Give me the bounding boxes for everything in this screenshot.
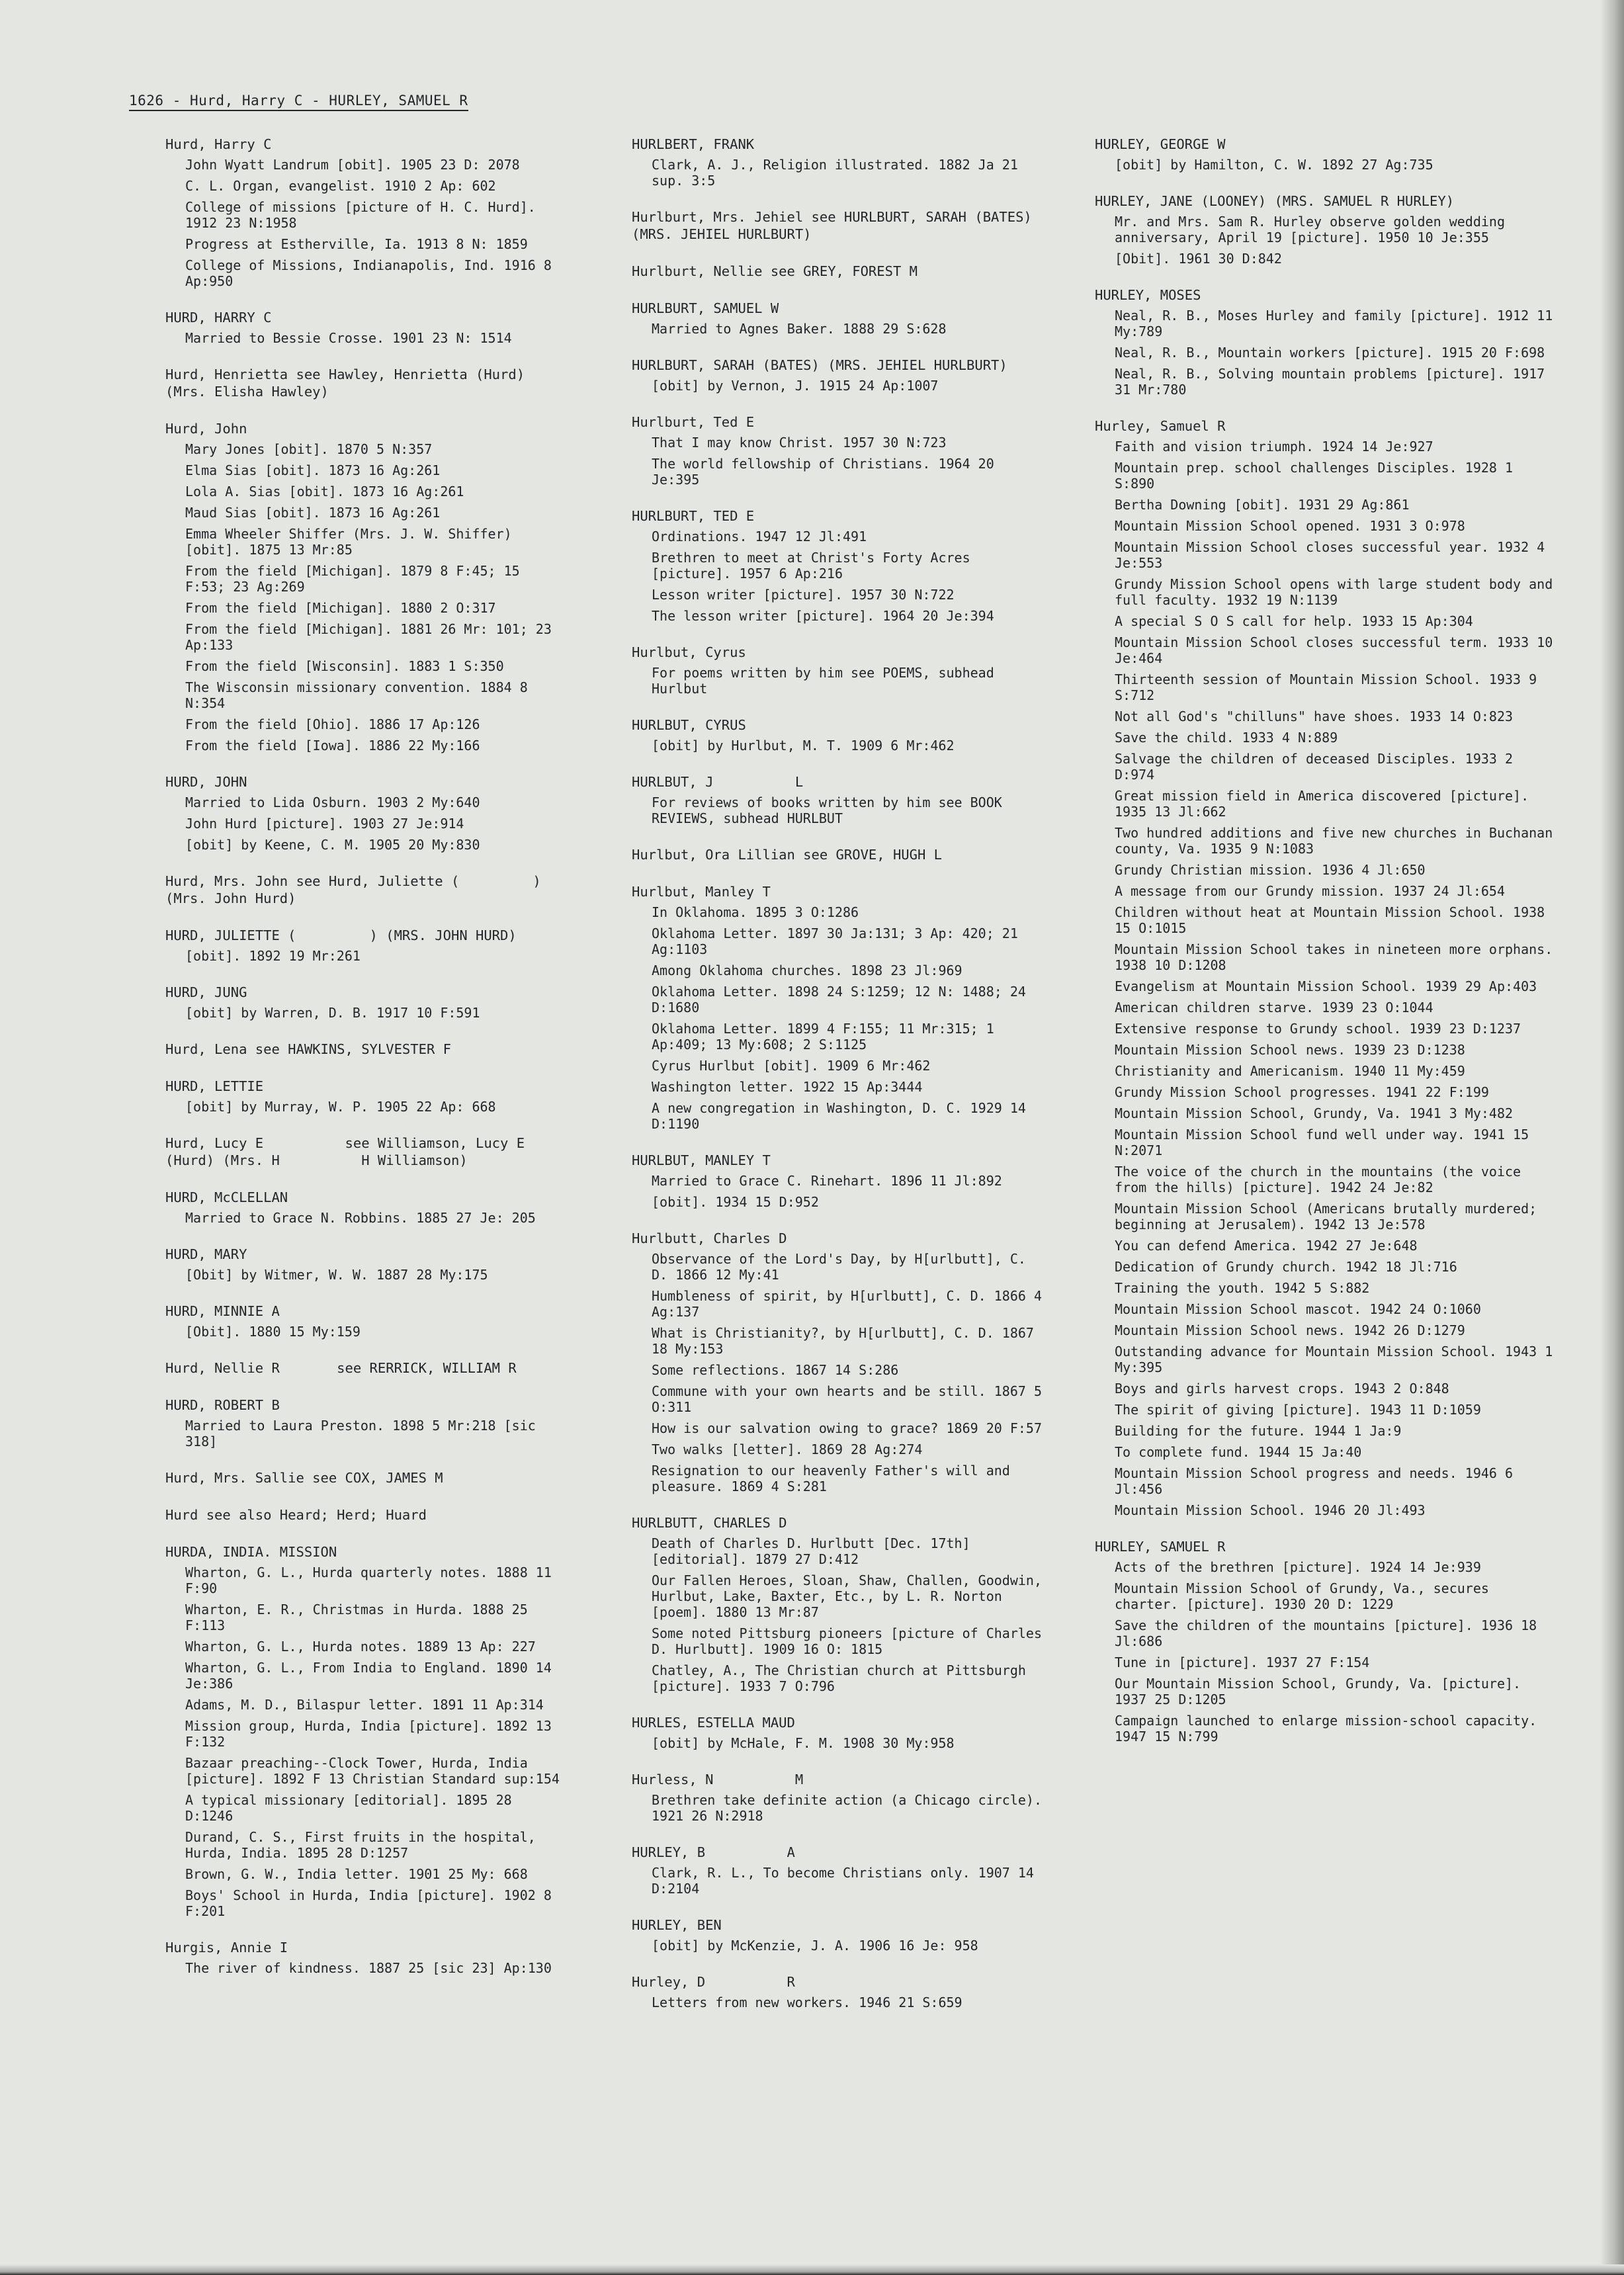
index-entry bbox=[632, 208, 1042, 243]
entry-citation: Washington letter. 1922 15 Ap:3444 bbox=[652, 1079, 923, 1095]
index-entry bbox=[632, 413, 1042, 488]
entry-citation: Faith and vision triumph. 1924 14 Je:927 bbox=[1115, 439, 1433, 454]
entry-citation: Maud Sias [obit]. 1873 16 Ag:261 bbox=[185, 505, 441, 521]
index-entry bbox=[165, 984, 562, 1021]
entry-heading: Hurless, N M bbox=[632, 1772, 804, 1787]
index-entry bbox=[632, 1844, 1042, 1897]
index-entry bbox=[165, 1303, 562, 1340]
entry-citation: Acts of the brethren [picture]. 1924 14 Je:939 bbox=[1115, 1559, 1481, 1575]
index-entry bbox=[165, 1939, 562, 1976]
entry-citation: [obit] by Keene, C. M. 1905 20 My:830 bbox=[185, 837, 480, 853]
index-entry bbox=[165, 1189, 562, 1226]
entry-citation: A new congregation in Washington, D. C. 1929 14 D:1190 bbox=[652, 1100, 1034, 1132]
index-entry bbox=[165, 1078, 562, 1115]
entry-citation: From the field [Michigan]. 1880 2 O:317 bbox=[185, 600, 496, 616]
entry-citation: Bazaar preaching--Clock Tower, Hurda, India [picture]. 1892 F 13 Christian Standard sup:154 bbox=[185, 1755, 560, 1787]
entry-citation: Humbleness of spirit, by H[urlbutt], C. D. 1866 4 Ag:137 bbox=[652, 1288, 1050, 1320]
entry-citation: The Wisconsin missionary convention. 1884 8 N:354 bbox=[185, 679, 536, 711]
entry-citation: Two walks [letter]. 1869 28 Ag:274 bbox=[652, 1441, 923, 1457]
entry-citation: Save the child. 1933 4 N:889 bbox=[1115, 730, 1338, 746]
entry-citation: [obit] by Vernon, J. 1915 24 Ap:1007 bbox=[652, 378, 939, 394]
entry-citation: Mountain Mission School mascot. 1942 24 O:1060 bbox=[1115, 1301, 1481, 1317]
entry-citation: Boys' School in Hurda, India [picture]. 1902 8 F:201 bbox=[185, 1887, 560, 1919]
entry-citation: C. L. Organ, evangelist. 1910 2 Ap: 602 bbox=[185, 178, 496, 194]
entry-heading: Hurlburt, Mrs. Jehiel see HURLBURT, SARAH (BATES) (MRS. JEHIEL HURLBURT) bbox=[632, 209, 1041, 242]
entry-citation: Mountain prep. school challenges Disciples. 1928 1 S:890 bbox=[1115, 460, 1521, 492]
entry-citation: Neal, R. B., Moses Hurley and family [picture]. 1912 11 My:789 bbox=[1115, 308, 1561, 339]
entry-heading: Hurd, Mrs. John see Hurd, Juliette ( ) (Mrs. John Hurd) bbox=[165, 873, 550, 906]
index-entry bbox=[632, 1714, 1042, 1751]
page-edge-shadow bbox=[1600, 0, 1624, 2275]
index-entry bbox=[632, 300, 1042, 337]
entry-citation: Two hundred additions and five new churches in Buchanan county, Va. 1935 9 N:1083 bbox=[1115, 825, 1561, 857]
entry-citation: Some reflections. 1867 14 S:286 bbox=[652, 1362, 899, 1378]
index-entry bbox=[165, 1246, 562, 1283]
entry-citation: Clark, A. J., Religion illustrated. 1882 Ja 21 sup. 3:5 bbox=[652, 157, 1026, 189]
entry-citation: [obit] by Hamilton, C. W. 1892 27 Ag:735 bbox=[1115, 157, 1433, 173]
entry-citation: [obit] by McHale, F. M. 1908 30 My:958 bbox=[652, 1735, 955, 1751]
entry-heading: Hurd, Mrs. Sallie see COX, JAMES M bbox=[165, 1470, 443, 1486]
entry-heading: Hurlbut, Cyrus bbox=[632, 644, 746, 660]
entry-heading: HURLBUT, J L bbox=[632, 774, 804, 790]
index-entry bbox=[632, 263, 1042, 280]
entry-citation: From the field [Michigan]. 1879 8 F:45; 15 F:53; 23 Ag:269 bbox=[185, 563, 528, 595]
entry-citation: Mountain Mission School news. 1942 26 D:1279 bbox=[1115, 1322, 1465, 1338]
index-entry bbox=[165, 1359, 562, 1377]
entry-citation: From the field [Iowa]. 1886 22 My:166 bbox=[185, 738, 480, 753]
entry-citation: Salvage the children of deceased Disciples. 1933 2 D:974 bbox=[1115, 751, 1521, 783]
entry-citation: Death of Charles D. Hurlbutt [Dec. 17th] [editorial]. 1879 27 D:412 bbox=[652, 1535, 978, 1567]
entry-citation: Brethren to meet at Christ's Forty Acres [picture]. 1957 6 Ap:216 bbox=[652, 550, 978, 581]
entry-heading: Hurd, Nellie R see RERRICK, WILLIAM R bbox=[165, 1360, 517, 1376]
entry-citation: [obit]. 1892 19 Mr:261 bbox=[185, 948, 361, 964]
index-entry bbox=[632, 1514, 1050, 1694]
entry-citation: Clark, R. L., To become Christians only. 1907 14 D:2104 bbox=[652, 1865, 1043, 1897]
entry-citation: Christianity and Americanism. 1940 11 My:459 bbox=[1115, 1063, 1465, 1079]
index-entry bbox=[165, 1543, 562, 1919]
entry-citation: Mr. and Mrs. Sam R. Hurley observe golden wedding anniversary, April 19 [picture]. 1950 10 Je:355 bbox=[1115, 214, 1514, 245]
entry-citation: Thirteenth session of Mountain Mission School. 1933 9 S:712 bbox=[1115, 671, 1545, 703]
entry-heading: Hurd, Lena see HAWKINS, SYLVESTER F bbox=[165, 1041, 451, 1057]
entry-citation: Outstanding advance for Mountain Mission School. 1943 1 My:395 bbox=[1115, 1344, 1561, 1375]
entry-citation: Extensive response to Grundy school. 1939 23 D:1237 bbox=[1115, 1021, 1521, 1037]
entry-heading: HURLBUT, CYRUS bbox=[632, 717, 746, 733]
page-header-text: 1626 - Hurd, Harry C - HURLEY, SAMUEL R bbox=[129, 93, 468, 108]
index-entry bbox=[632, 357, 1042, 394]
entry-citation: Children without heat at Mountain Mission School. 1938 15 O:1015 bbox=[1115, 904, 1553, 936]
entry-citation: Dedication of Grundy church. 1942 18 Jl:716 bbox=[1115, 1259, 1457, 1275]
entry-citation: Our Mountain Mission School, Grundy, Va. [picture]. 1937 25 D:1205 bbox=[1115, 1676, 1529, 1707]
entry-heading: HURD, JOHN bbox=[165, 774, 247, 790]
entry-citation: A typical missionary [editorial]. 1895 28 D:1246 bbox=[185, 1792, 520, 1824]
entry-citation: To complete fund. 1944 15 Ja:40 bbox=[1115, 1444, 1362, 1460]
entry-heading: HURLES, ESTELLA MAUD bbox=[632, 1715, 795, 1731]
entry-heading: HURLEY, JANE (LOONEY) (MRS. SAMUEL R HURLEY) bbox=[1095, 193, 1455, 209]
entry-citation: Great mission field in America discovered [picture]. 1935 13 Jl:662 bbox=[1115, 788, 1537, 820]
entry-citation: [obit] by McKenzie, J. A. 1906 16 Je: 958 bbox=[652, 1938, 978, 1953]
entry-citation: Elma Sias [obit]. 1873 16 Ag:261 bbox=[185, 462, 441, 478]
entry-heading: Hurley, Samuel R bbox=[1095, 418, 1226, 434]
entry-citation: Mountain Mission School opened. 1931 3 O:978 bbox=[1115, 518, 1465, 534]
index-entry bbox=[165, 927, 562, 964]
index-entry bbox=[1095, 193, 1558, 267]
entry-citation: In Oklahoma. 1895 3 O:1286 bbox=[652, 904, 859, 920]
index-entry bbox=[165, 420, 562, 753]
entry-citation: Mountain Mission School, Grundy, Va. 1941 3 My:482 bbox=[1115, 1105, 1514, 1121]
entry-citation: Mountain Mission School takes in nineteen more orphans. 1938 10 D:1208 bbox=[1115, 941, 1561, 973]
entry-heading: HURLBERT, FRANK bbox=[632, 136, 755, 152]
entry-citation: John Hurd [picture]. 1903 27 Je:914 bbox=[185, 816, 464, 832]
entry-citation: From the field [Ohio]. 1886 17 Ap:126 bbox=[185, 716, 480, 732]
entry-citation: A special S O S call for help. 1933 15 Ap:304 bbox=[1115, 613, 1473, 629]
index-entry bbox=[165, 873, 562, 907]
entry-citation: Durand, C. S., First fruits in the hospital, Hurda, India. 1895 28 D:1257 bbox=[185, 1829, 544, 1861]
entry-citation: Married to Lida Osburn. 1903 2 My:640 bbox=[185, 794, 480, 810]
entry-citation: Brethren take definite action (a Chicago circle). 1921 26 N:2918 bbox=[652, 1792, 1050, 1824]
entry-heading: HURD, MARY bbox=[165, 1246, 247, 1262]
entry-citation: Observance of the Lord's Day, by H[urlbutt], C. D. 1866 12 My:41 bbox=[652, 1251, 1034, 1283]
entry-citation: Neal, R. B., Solving mountain problems [picture]. 1917 31 Mr:780 bbox=[1115, 366, 1553, 398]
entry-citation: American children starve. 1939 23 O:1044 bbox=[1115, 1000, 1433, 1015]
entry-citation: Progress at Estherville, Ia. 1913 8 N: 1859 bbox=[185, 236, 528, 252]
index-entry bbox=[632, 1230, 1050, 1494]
index-entry bbox=[165, 136, 562, 289]
entry-citation: From the field [Michigan]. 1881 26 Mr: 101; 23 Ap:133 bbox=[185, 621, 560, 653]
entry-heading: HURD, ROBERT B bbox=[165, 1397, 280, 1413]
index-entry bbox=[632, 846, 1042, 863]
entry-heading: HURLBUTT, CHARLES D bbox=[632, 1515, 787, 1531]
entry-heading: Hurgis, Annie I bbox=[165, 1940, 288, 1955]
entry-citation: Married to Grace C. Rinehart. 1896 11 Jl:892 bbox=[652, 1173, 1002, 1189]
entry-citation: [obit]. 1934 15 D:952 bbox=[652, 1194, 819, 1210]
entry-citation: Evangelism at Mountain Mission School. 1939 29 Ap:403 bbox=[1115, 978, 1537, 994]
entry-heading: HURLEY, BEN bbox=[632, 1917, 722, 1933]
entry-citation: The lesson writer [picture]. 1964 20 Je:394 bbox=[652, 608, 994, 624]
entry-citation: [obit] by Murray, W. P. 1905 22 Ap: 668 bbox=[185, 1099, 496, 1115]
entry-citation: College of missions [picture of H. C. Hurd]. 1912 23 N:1958 bbox=[185, 199, 544, 231]
entry-heading: HURD, JULIETTE ( ) (MRS. JOHN HURD) bbox=[165, 927, 517, 943]
entry-citation: For reviews of books written by him see BOOK REVIEWS, subhead HURLBUT bbox=[652, 794, 1010, 826]
entry-citation: Among Oklahoma churches. 1898 23 Jl:969 bbox=[652, 963, 962, 978]
entry-citation: Wharton, G. L., Hurda quarterly notes. 1888 11 F:90 bbox=[185, 1565, 560, 1596]
entry-heading: HURD, McCLELLAN bbox=[165, 1189, 288, 1205]
entry-citation: Oklahoma Letter. 1898 24 S:1259; 12 N: 1488; 24 D:1680 bbox=[652, 984, 1034, 1015]
entry-citation: Married to Agnes Baker. 1888 29 S:628 bbox=[652, 321, 947, 337]
entry-citation: The spirit of giving [picture]. 1943 11 D:1059 bbox=[1115, 1402, 1481, 1418]
entry-citation: Mountain Mission School progress and needs. 1946 6 Jl:456 bbox=[1115, 1465, 1521, 1497]
entry-heading: HURDA, INDIA. MISSION bbox=[165, 1544, 337, 1560]
entry-heading: HURLBURT, SAMUEL W bbox=[632, 300, 779, 316]
entry-heading: Hurlbutt, Charles D bbox=[632, 1230, 787, 1246]
entry-citation: [obit] by Warren, D. B. 1917 10 F:591 bbox=[185, 1005, 480, 1021]
index-entry bbox=[632, 136, 1042, 189]
entry-citation: Cyrus Hurlbut [obit]. 1909 6 Mr:462 bbox=[652, 1058, 931, 1074]
entry-citation: Mountain Mission School fund well under way. 1941 15 N:2071 bbox=[1115, 1127, 1537, 1158]
entry-heading: HURLBUT, MANLEY T bbox=[632, 1152, 771, 1168]
entry-citation: Tune in [picture]. 1937 27 F:154 bbox=[1115, 1654, 1370, 1670]
entry-citation: College of Missions, Indianapolis, Ind. 1916 8 Ap:950 bbox=[185, 257, 560, 289]
entry-citation: Not all God's "chilluns" have shoes. 1933 14 O:823 bbox=[1115, 708, 1514, 724]
entry-heading: Hurd, Harry C bbox=[165, 136, 272, 152]
index-entry bbox=[165, 366, 562, 400]
entry-heading: HURLBURT, TED E bbox=[632, 508, 755, 524]
index-entry bbox=[165, 1506, 562, 1524]
index-entry bbox=[1095, 1538, 1558, 1744]
page-header bbox=[129, 93, 468, 108]
entry-citation: That I may know Christ. 1957 30 N:723 bbox=[652, 435, 947, 451]
entry-citation: Oklahoma Letter. 1899 4 F:155; 11 Mr:315; 1 Ap:409; 13 My:608; 2 S:1125 bbox=[652, 1021, 1002, 1052]
entry-citation: Grundy Mission School opens with large student body and full faculty. 1932 19 N:1139 bbox=[1115, 576, 1561, 608]
index-entry bbox=[632, 644, 1042, 697]
entry-citation: For poems written by him see POEMS, subhead Hurlbut bbox=[652, 665, 1002, 697]
entry-citation: Mountain Mission School closes successful term. 1933 10 Je:464 bbox=[1115, 634, 1561, 666]
entry-citation: Emma Wheeler Shiffer (Mrs. J. W. Shiffer) [obit]. 1875 13 Mr:85 bbox=[185, 526, 520, 558]
entry-heading: HURLEY, SAMUEL R bbox=[1095, 1539, 1226, 1555]
index-entry bbox=[632, 1152, 1042, 1210]
index-entry bbox=[1095, 417, 1561, 1518]
entry-heading: Hurley, D R bbox=[632, 1974, 795, 1990]
entry-citation: [Obit]. 1880 15 My:159 bbox=[185, 1324, 361, 1340]
entry-citation: Ordinations. 1947 12 Jl:491 bbox=[652, 529, 867, 544]
entry-citation: Mountain Mission School (Americans brutally murdered; beginning at Jerusalem). 1942 13 Je:578 bbox=[1115, 1201, 1545, 1232]
index-entry bbox=[632, 1973, 1042, 2010]
entry-heading: HURD, HARRY C bbox=[165, 310, 272, 325]
entry-citation: Oklahoma Letter. 1897 30 Ja:131; 3 Ap: 420; 21 Ag:1103 bbox=[652, 925, 1026, 957]
entry-citation: Bertha Downing [obit]. 1931 29 Ag:861 bbox=[1115, 497, 1410, 513]
entry-citation: Grundy Christian mission. 1936 4 Jl:650 bbox=[1115, 862, 1426, 878]
entry-citation: Our Fallen Heroes, Sloan, Shaw, Challen, Goodwin, Hurlbut, Lake, Baxter, Etc., by L. R. Norton [poem]. 1880 13 Mr:87 bbox=[652, 1572, 1050, 1620]
entry-citation: Training the youth. 1942 5 S:882 bbox=[1115, 1280, 1370, 1296]
entry-citation: Lola A. Sias [obit]. 1873 16 Ag:261 bbox=[185, 484, 464, 499]
entry-citation: Married to Bessie Crosse. 1901 23 N: 1514 bbox=[185, 330, 512, 346]
entry-citation: Wharton, E. R., Christmas in Hurda. 1888 25 F:113 bbox=[185, 1602, 536, 1633]
entry-heading: HURD, MINNIE A bbox=[165, 1303, 280, 1319]
index-entry bbox=[165, 1469, 562, 1486]
index-entry bbox=[165, 1135, 607, 1169]
index-entry bbox=[632, 507, 1042, 624]
entry-citation: Wharton, G. L., Hurda notes. 1889 13 Ap: 227 bbox=[185, 1639, 536, 1654]
entry-citation: [obit] by Hurlbut, M. T. 1909 6 Mr:462 bbox=[652, 738, 955, 753]
index-entry bbox=[632, 773, 1042, 826]
entry-citation: From the field [Wisconsin]. 1883 1 S:350 bbox=[185, 658, 504, 674]
entry-citation: John Wyatt Landrum [obit]. 1905 23 D: 2078 bbox=[185, 157, 520, 173]
entry-citation: Chatley, A., The Christian church at Pittsburgh [picture]. 1933 7 O:796 bbox=[652, 1662, 1034, 1694]
entry-citation: Adams, M. D., Bilaspur letter. 1891 11 Ap:314 bbox=[185, 1697, 544, 1713]
entry-citation: Lesson writer [picture]. 1957 30 N:722 bbox=[652, 587, 955, 603]
entry-citation: What is Christianity?, by H[urlbutt], C. D. 1867 18 My:153 bbox=[652, 1325, 1043, 1357]
index-entry bbox=[632, 883, 1042, 1132]
index-entry bbox=[165, 773, 562, 853]
entry-citation: Letters from new workers. 1946 21 S:659 bbox=[652, 1995, 962, 2010]
entry-citation: Some noted Pittsburg pioneers [picture of Charles D. Hurlbutt]. 1909 16 O: 1815 bbox=[652, 1625, 1050, 1657]
entry-citation: How is our salvation owing to grace? 1869 20 F:57 bbox=[652, 1420, 1043, 1436]
index-entry bbox=[1095, 286, 1561, 398]
entry-citation: Brown, G. W., India letter. 1901 25 My: 668 bbox=[185, 1866, 528, 1882]
index-column-3 bbox=[1095, 136, 1561, 1764]
page-bottom-edge bbox=[0, 2264, 1624, 2275]
index-entry bbox=[165, 309, 562, 346]
entry-heading: Hurlburt, Ted E bbox=[632, 414, 755, 430]
entry-citation: [Obit]. 1961 30 D:842 bbox=[1115, 251, 1282, 267]
index-entry bbox=[632, 1916, 1042, 1953]
entry-heading: HURLEY, MOSES bbox=[1095, 287, 1201, 303]
entry-citation: Building for the future. 1944 1 Ja:9 bbox=[1115, 1423, 1402, 1439]
entry-heading: Hurd, Lucy E see Williamson, Lucy E (Hurd) (Mrs. H H Williamson) bbox=[165, 1135, 607, 1168]
entry-citation: Save the children of the mountains [picture]. 1936 18 Jl:686 bbox=[1115, 1617, 1545, 1649]
entry-heading: HURLEY, B A bbox=[632, 1844, 795, 1860]
entry-heading: Hurd, John bbox=[165, 421, 247, 437]
entry-citation: Married to Laura Preston. 1898 5 Mr:218 [sic 318] bbox=[185, 1418, 544, 1449]
entry-heading: Hurd, Henrietta see Hawley, Henrietta (Hurd) (Mrs. Elisha Hawley) bbox=[165, 366, 533, 400]
entry-citation: Neal, R. B., Mountain workers [picture]. 1915 20 F:698 bbox=[1115, 345, 1545, 361]
entry-heading: HURD, LETTIE bbox=[165, 1078, 264, 1094]
index-entry bbox=[165, 1041, 562, 1058]
entry-citation: The voice of the church in the mountains (the voice from the hills) [picture]. 1942 24 Je:82 bbox=[1115, 1164, 1529, 1195]
entry-citation: [Obit] by Witmer, W. W. 1887 28 My:175 bbox=[185, 1267, 488, 1283]
entry-citation: Commune with your own hearts and be still. 1867 5 O:311 bbox=[652, 1383, 1050, 1415]
entry-heading: HURLBURT, SARAH (BATES) (MRS. JEHIEL HURLBURT) bbox=[632, 357, 1007, 373]
entry-citation: The river of kindness. 1887 25 [sic 23] Ap:130 bbox=[185, 1960, 552, 1976]
entry-citation: Wharton, G. L., From India to England. 1890 14 Je:386 bbox=[185, 1660, 560, 1692]
entry-citation: Married to Grace N. Robbins. 1885 27 Je: 205 bbox=[185, 1210, 536, 1226]
entry-citation: Mountain Mission School. 1946 20 Jl:493 bbox=[1115, 1502, 1426, 1518]
header-underline bbox=[129, 110, 468, 111]
entry-heading: Hurlbut, Manley T bbox=[632, 884, 771, 900]
index-entry bbox=[632, 716, 1042, 753]
entry-citation: Boys and girls harvest crops. 1943 2 O:848 bbox=[1115, 1381, 1449, 1396]
entry-citation: Mountain Mission School news. 1939 23 D:1238 bbox=[1115, 1042, 1465, 1058]
index-entry bbox=[165, 1396, 562, 1449]
entry-citation: Mountain Mission School of Grundy, Va., secures charter. [picture]. 1930 20 D: 1229 bbox=[1115, 1580, 1497, 1612]
entry-heading: HURLEY, GEORGE W bbox=[1095, 136, 1226, 152]
index-entry bbox=[1095, 136, 1558, 173]
entry-citation: Resignation to our heavenly Father's will and pleasure. 1869 4 S:281 bbox=[652, 1463, 1018, 1494]
index-column-1 bbox=[165, 136, 607, 1996]
entry-citation: You can defend America. 1942 27 Je:648 bbox=[1115, 1238, 1418, 1254]
entry-heading: Hurlbut, Ora Lillian see GROVE, HUGH L bbox=[632, 847, 942, 863]
entry-citation: A message from our Grundy mission. 1937 24 Jl:654 bbox=[1115, 883, 1506, 899]
index-entry bbox=[632, 1771, 1050, 1824]
entry-citation: The world fellowship of Christians. 1964 20 Je:395 bbox=[652, 456, 1002, 488]
entry-citation: Mountain Mission School closes successful year. 1932 4 Je:553 bbox=[1115, 539, 1553, 571]
entry-citation: Mission group, Hurda, India [picture]. 1892 13 F:132 bbox=[185, 1718, 560, 1750]
entry-heading: Hurlburt, Nellie see GREY, FOREST M bbox=[632, 263, 918, 279]
entry-heading: HURD, JUNG bbox=[165, 984, 247, 1000]
entry-citation: Mary Jones [obit]. 1870 5 N:357 bbox=[185, 441, 433, 457]
index-column-2 bbox=[632, 136, 1050, 2030]
entry-citation: Grundy Mission School progresses. 1941 22 F:199 bbox=[1115, 1084, 1489, 1100]
entry-heading: Hurd see also Heard; Herd; Huard bbox=[165, 1507, 427, 1523]
entry-citation: Campaign launched to enlarge mission-school capacity. 1947 15 N:799 bbox=[1115, 1713, 1545, 1744]
